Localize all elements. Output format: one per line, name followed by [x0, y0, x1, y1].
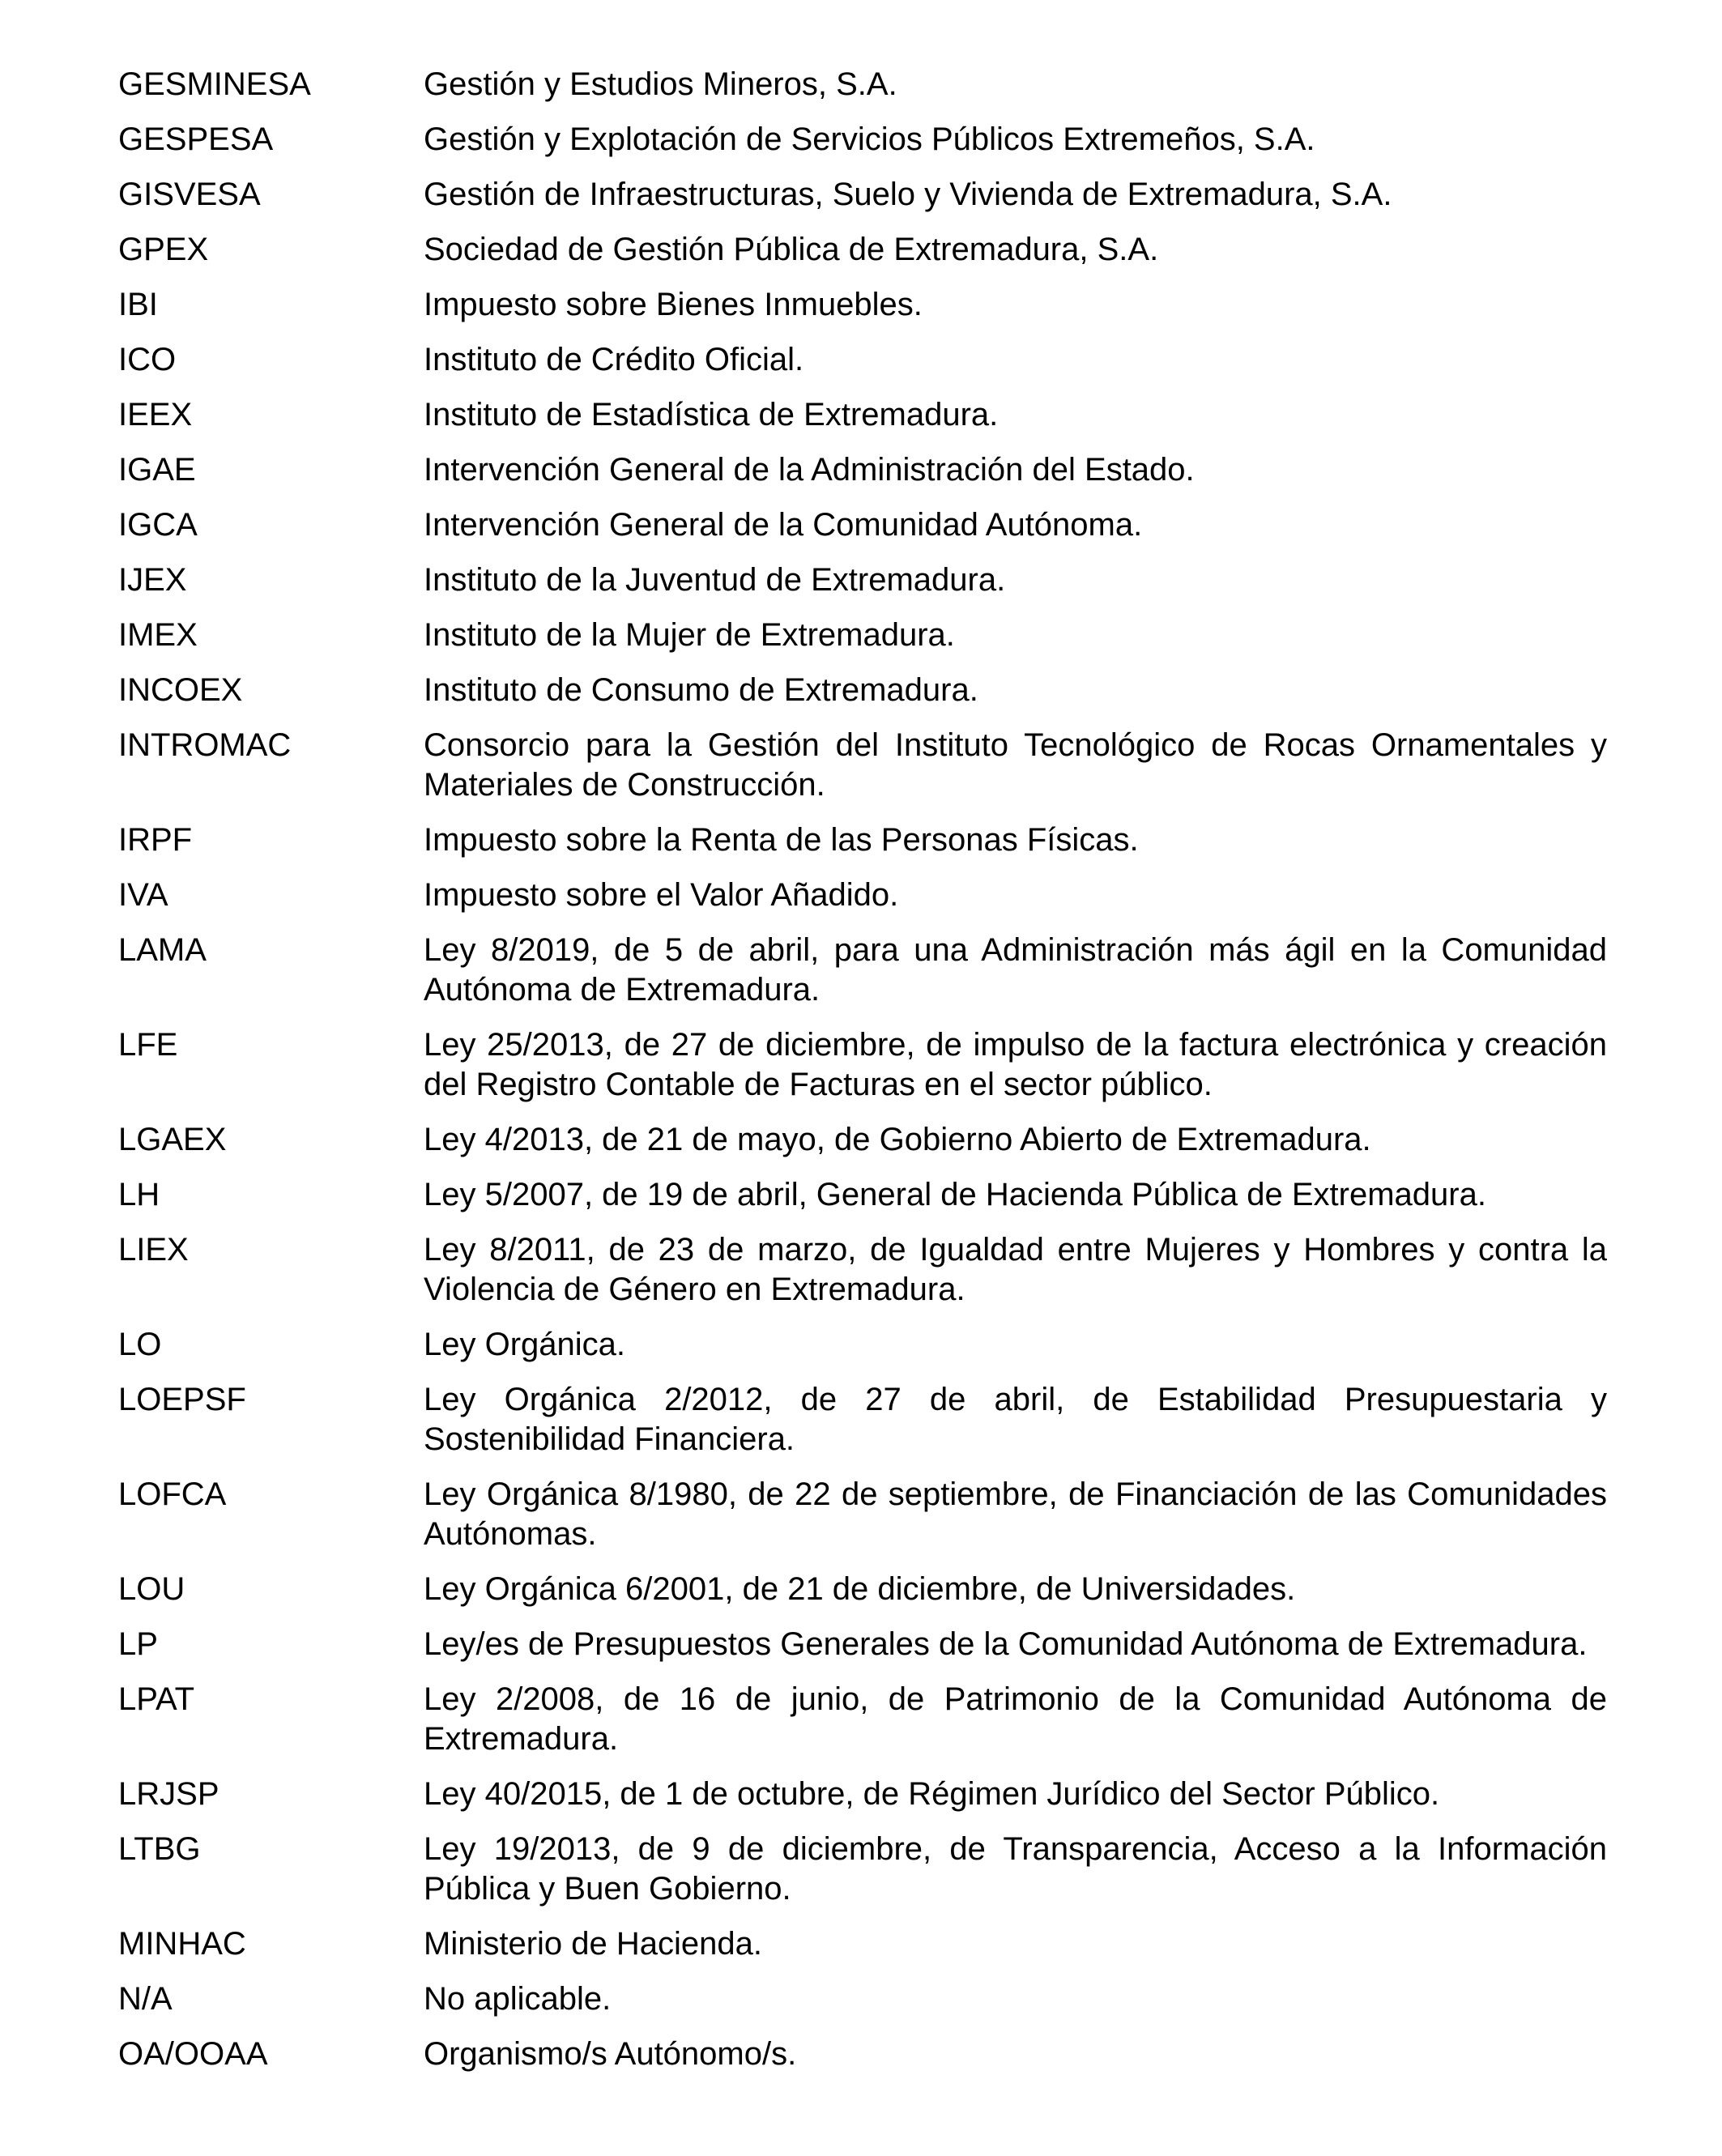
- glossary-entry: [118, 1775, 1607, 1814]
- abbreviation: IRPF: [118, 822, 193, 858]
- abbreviation: N/A: [118, 1981, 173, 2017]
- glossary-entry: [118, 1230, 1607, 1310]
- abbreviation-definition: Intervención General de la Comunidad Autónoma.: [424, 507, 1143, 543]
- glossary-entry: [118, 175, 1607, 215]
- abbreviation-definition: Ley 4/2013, de 21 de mayo, de Gobierno Abierto de Extremadura.: [424, 1122, 1371, 1157]
- abbreviation-definition: Instituto de Estadística de Extremadura.: [424, 397, 999, 432]
- glossary-entry: [118, 1120, 1607, 1160]
- glossary-entry: [118, 931, 1607, 1010]
- abbreviation-definition: Instituto de la Mujer de Extremadura.: [424, 617, 955, 653]
- glossary-entry: [118, 1475, 1607, 1554]
- abbreviations-glossary: [118, 65, 1607, 2090]
- abbreviation: IMEX: [118, 617, 198, 653]
- abbreviation-definition: Consorcio para la Gestión del Instituto Tecnológico de Rocas Ornamentales y Materiales de Construcción.: [424, 727, 1607, 803]
- glossary-entry: [118, 1570, 1607, 1609]
- abbreviation: OA/OOAA: [118, 2036, 268, 2072]
- abbreviation-definition: Ley 19/2013, de 9 de diciembre, de Transparencia, Acceso a la Información Pública y Buen Gobierno.: [424, 1831, 1607, 1907]
- abbreviation: IJEX: [118, 562, 187, 598]
- abbreviation: LTBG: [118, 1831, 201, 1867]
- abbreviation: LH: [118, 1177, 160, 1212]
- abbreviation-definition: Impuesto sobre la Renta de las Personas Físicas.: [424, 822, 1139, 858]
- abbreviation: ICO: [118, 342, 177, 377]
- abbreviation-definition: Gestión de Infraestructuras, Suelo y Vivienda de Extremadura, S.A.: [424, 177, 1392, 212]
- abbreviation-definition: Gestión y Explotación de Servicios Públicos Extremeños, S.A.: [424, 121, 1315, 157]
- abbreviation: LOFCA: [118, 1476, 227, 1512]
- abbreviation: LOU: [118, 1571, 185, 1607]
- abbreviation-definition: Impuesto sobre el Valor Añadido.: [424, 877, 899, 913]
- abbreviation-definition: Organismo/s Autónomo/s.: [424, 2036, 797, 2072]
- glossary-entry: [118, 230, 1607, 270]
- abbreviation: INTROMAC: [118, 727, 292, 763]
- abbreviation: IBI: [118, 287, 158, 322]
- abbreviation: IGCA: [118, 507, 198, 543]
- glossary-entry: [118, 65, 1607, 104]
- abbreviation: GESMINESA: [118, 66, 311, 102]
- glossary-entry: [118, 340, 1607, 380]
- abbreviation-definition: Instituto de la Juventud de Extremadura.: [424, 562, 1006, 598]
- abbreviation: LOEPSF: [118, 1382, 246, 1417]
- glossary-entry: [118, 1625, 1607, 1664]
- abbreviation: LO: [118, 1327, 162, 1362]
- abbreviation-definition: Intervención General de la Administración del Estado.: [424, 452, 1195, 488]
- abbreviation: LPAT: [118, 1681, 195, 1717]
- abbreviation-definition: Ministerio de Hacienda.: [424, 1926, 762, 1962]
- abbreviation-definition: Instituto de Crédito Oficial.: [424, 342, 804, 377]
- abbreviation-definition: Ley 8/2019, de 5 de abril, para una Administración más ágil en la Comunidad Autónoma de Extremadura.: [424, 932, 1607, 1008]
- abbreviation-definition: Ley Orgánica 6/2001, de 21 de diciembre, de Universidades.: [424, 1571, 1296, 1607]
- abbreviation: LP: [118, 1626, 158, 1662]
- glossary-entry: [118, 285, 1607, 325]
- abbreviation: GPEX: [118, 232, 209, 267]
- glossary-entry: [118, 395, 1607, 435]
- abbreviation-definition: Sociedad de Gestión Pública de Extremadura, S.A.: [424, 232, 1159, 267]
- glossary-entry: [118, 616, 1607, 655]
- abbreviation: GESPESA: [118, 121, 274, 157]
- glossary-entry: [118, 820, 1607, 860]
- glossary-entry: [118, 1380, 1607, 1459]
- abbreviation-definition: Instituto de Consumo de Extremadura.: [424, 672, 978, 708]
- abbreviation-definition: No aplicable.: [424, 1981, 612, 2017]
- abbreviation-definition: Ley 2/2008, de 16 de junio, de Patrimonio de la Comunidad Autónoma de Extremadura.: [424, 1681, 1607, 1757]
- abbreviation: IGAE: [118, 452, 196, 488]
- glossary-entry: [118, 1025, 1607, 1105]
- abbreviation-definition: Ley Orgánica 8/1980, de 22 de septiembre, de Financiación de las Comunidades Autónomas.: [424, 1476, 1607, 1552]
- glossary-entry: [118, 1175, 1607, 1215]
- glossary-entry: [118, 1680, 1607, 1759]
- abbreviation: IEEX: [118, 397, 193, 432]
- abbreviation: IVA: [118, 877, 168, 913]
- abbreviation: LGAEX: [118, 1122, 227, 1157]
- glossary-entry: [118, 1830, 1607, 1909]
- glossary-entry: [118, 726, 1607, 805]
- glossary-entry: [118, 1924, 1607, 1964]
- glossary-entry: [118, 876, 1607, 915]
- glossary-entry: [118, 671, 1607, 710]
- abbreviation-definition: Impuesto sobre Bienes Inmuebles.: [424, 287, 923, 322]
- abbreviation: MINHAC: [118, 1926, 246, 1962]
- abbreviation-definition: Ley/es de Presupuestos Generales de la Comunidad Autónoma de Extremadura.: [424, 1626, 1588, 1662]
- abbreviation-definition: Ley 8/2011, de 23 de marzo, de Igualdad entre Mujeres y Hombres y contra la Violencia de Género en Extremadura.: [424, 1232, 1607, 1307]
- glossary-entry: [118, 120, 1607, 160]
- abbreviation-definition: Ley 25/2013, de 27 de diciembre, de impulso de la factura electrónica y creación del Registro Contable de Facturas en el sector público.: [424, 1027, 1607, 1102]
- glossary-entry: [118, 1979, 1607, 2019]
- abbreviation: LRJSP: [118, 1776, 220, 1812]
- glossary-entry: [118, 505, 1607, 545]
- abbreviation-definition: Ley 5/2007, de 19 de abril, General de Hacienda Pública de Extremadura.: [424, 1177, 1486, 1212]
- abbreviation: INCOEX: [118, 672, 243, 708]
- abbreviation: LAMA: [118, 932, 207, 968]
- glossary-entry: [118, 2035, 1607, 2074]
- glossary-entry: [118, 1325, 1607, 1365]
- abbreviation: LIEX: [118, 1232, 189, 1268]
- glossary-entry: [118, 560, 1607, 600]
- abbreviation: LFE: [118, 1027, 178, 1063]
- abbreviation: GISVESA: [118, 177, 261, 212]
- abbreviation-definition: Ley Orgánica 2/2012, de 27 de abril, de Estabilidad Presupuestaria y Sostenibilidad Financiera.: [424, 1382, 1607, 1457]
- abbreviation-definition: Ley Orgánica.: [424, 1327, 626, 1362]
- abbreviation-definition: Gestión y Estudios Mineros, S.A.: [424, 66, 897, 102]
- glossary-entry: [118, 450, 1607, 490]
- abbreviation-definition: Ley 40/2015, de 1 de octubre, de Régimen Jurídico del Sector Público.: [424, 1776, 1440, 1812]
